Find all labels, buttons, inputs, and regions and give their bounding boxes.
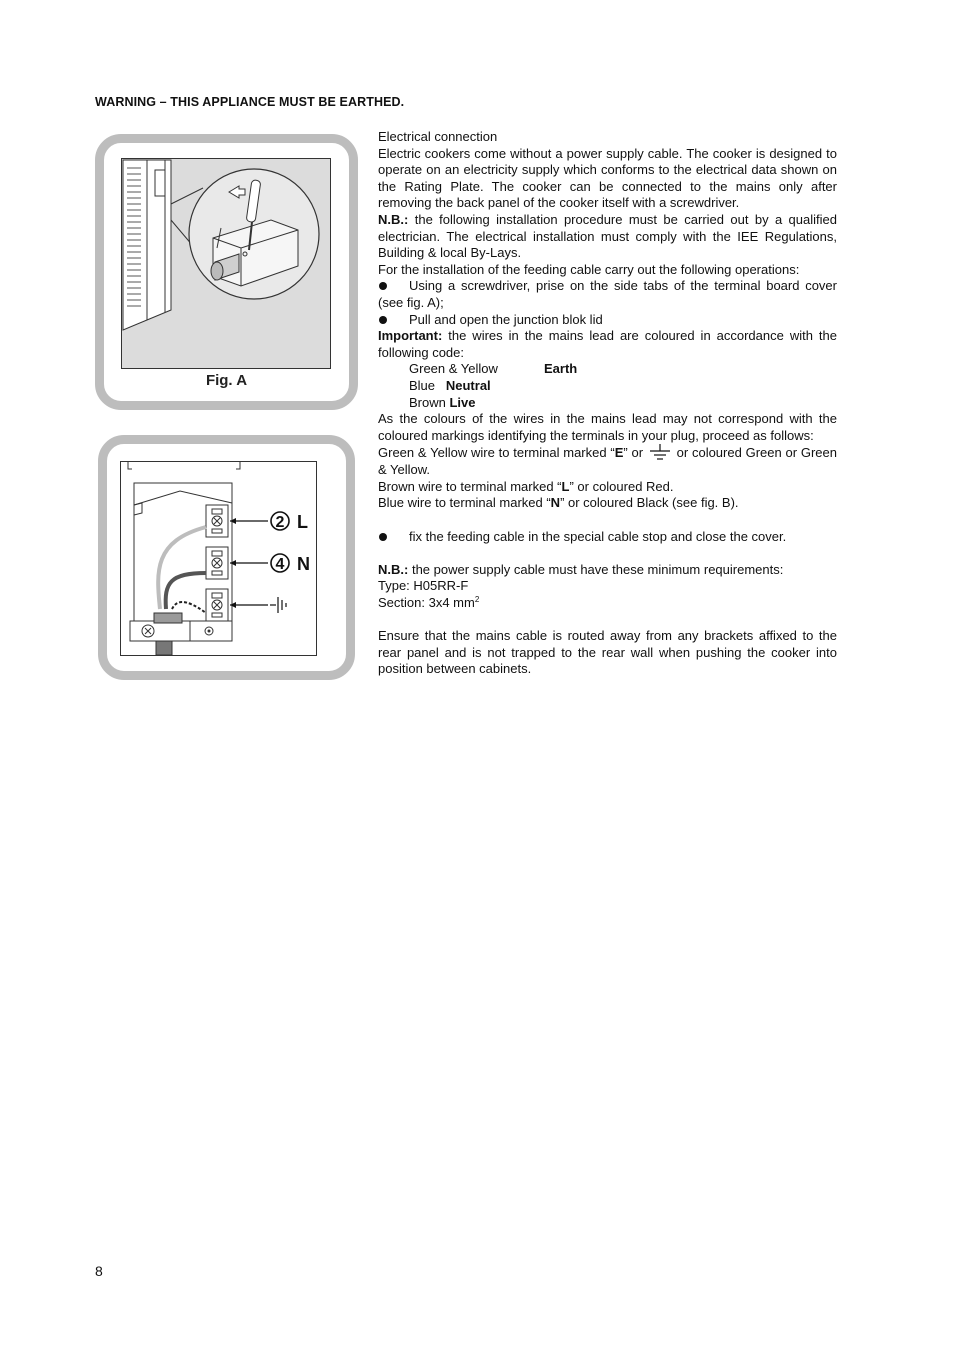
bullet-open-lid: Pull and open the junction blok lid (378, 312, 837, 329)
terminal-number-4: 4 (275, 556, 285, 573)
section-heading: Electrical connection (378, 129, 498, 144)
terminal-number-2: 2 (275, 514, 285, 531)
paragraph-important: Important: the wires in the mains lead are coloured in accordance with the following code: (378, 328, 837, 360)
figure-a-illustration (121, 158, 332, 370)
note-cable-requirements: N.B.: the power supply cable must have these minimum requirements: (378, 561, 784, 577)
earth-ground-icon (649, 444, 671, 462)
bullet-cable-stop: fix the feeding cable in the special cable stop and close the cover. (378, 529, 837, 546)
instruction-blue: Blue wire to terminal marked “N” or coloured Black (see fig. B). (378, 495, 739, 511)
paragraph-colours: As the colours of the wires in the mains lead may not correspond with the coloured markings identifying the terminals in your plug, proceed as follows: (378, 411, 837, 443)
colour-code-row: Blue Neutral (409, 377, 491, 393)
terminal-letter-l: L (297, 512, 308, 532)
instructions-text (378, 129, 837, 678)
terminal-letter-n: N (297, 554, 310, 574)
paragraph-intro: Electric cookers come without a power supply cable. The cooker is designed to operate on an electricity supply which conforms to the electrical data shown on the Rating Plate. The cooker can be connected to the mains only after removing the back panel of the cooker itself with a screwdriver. (378, 145, 837, 211)
instruction-green-yellow: Green & Yellow wire to terminal marked “E” or or coloured Green or Green & Yellow. (378, 445, 837, 478)
colour-code-row: Brown Live (409, 394, 476, 410)
colour-code-list (378, 361, 837, 411)
bullet-dot-icon (379, 316, 387, 324)
cable-section: Section: 3x4 $mm^2$ (378, 595, 480, 611)
cable-type: Type: H05RR-F (378, 578, 469, 594)
colour-code-row: Green & Yellow Earth (409, 361, 578, 377)
paragraph-operations: For the installation of the feeding cable carry out the following operations: (378, 261, 800, 277)
figure-b-illustration (120, 461, 318, 658)
note-installation: N.B.: the following installation procedure must be carried out by a qualified electrician. The electrical installation must comply with the IEE Regulations, Building & local By-Lays. (378, 211, 837, 261)
figure-a (95, 134, 358, 410)
bullet-dot-icon (379, 533, 387, 541)
paragraph-routing: Ensure that the mains cable is routed away from any brackets affixed to the rear panel and is not trapped to the rear wall when pushing the cooker into position between cabinets. (378, 628, 837, 677)
figure-b (98, 435, 355, 680)
instruction-brown: Brown wire to terminal marked “L” or coloured Red. (378, 478, 674, 494)
bullet-dot-icon (379, 282, 387, 290)
figure-a-caption: Fig. A (205, 372, 248, 389)
page-number: 8 (95, 1263, 103, 1279)
warning-heading: WARNING – THIS APPLIANCE MUST BE EARTHED. (95, 95, 405, 109)
bullet-screwdriver: Using a screwdriver, prise on the side tabs of the terminal board cover (see fig. A); (378, 278, 837, 310)
